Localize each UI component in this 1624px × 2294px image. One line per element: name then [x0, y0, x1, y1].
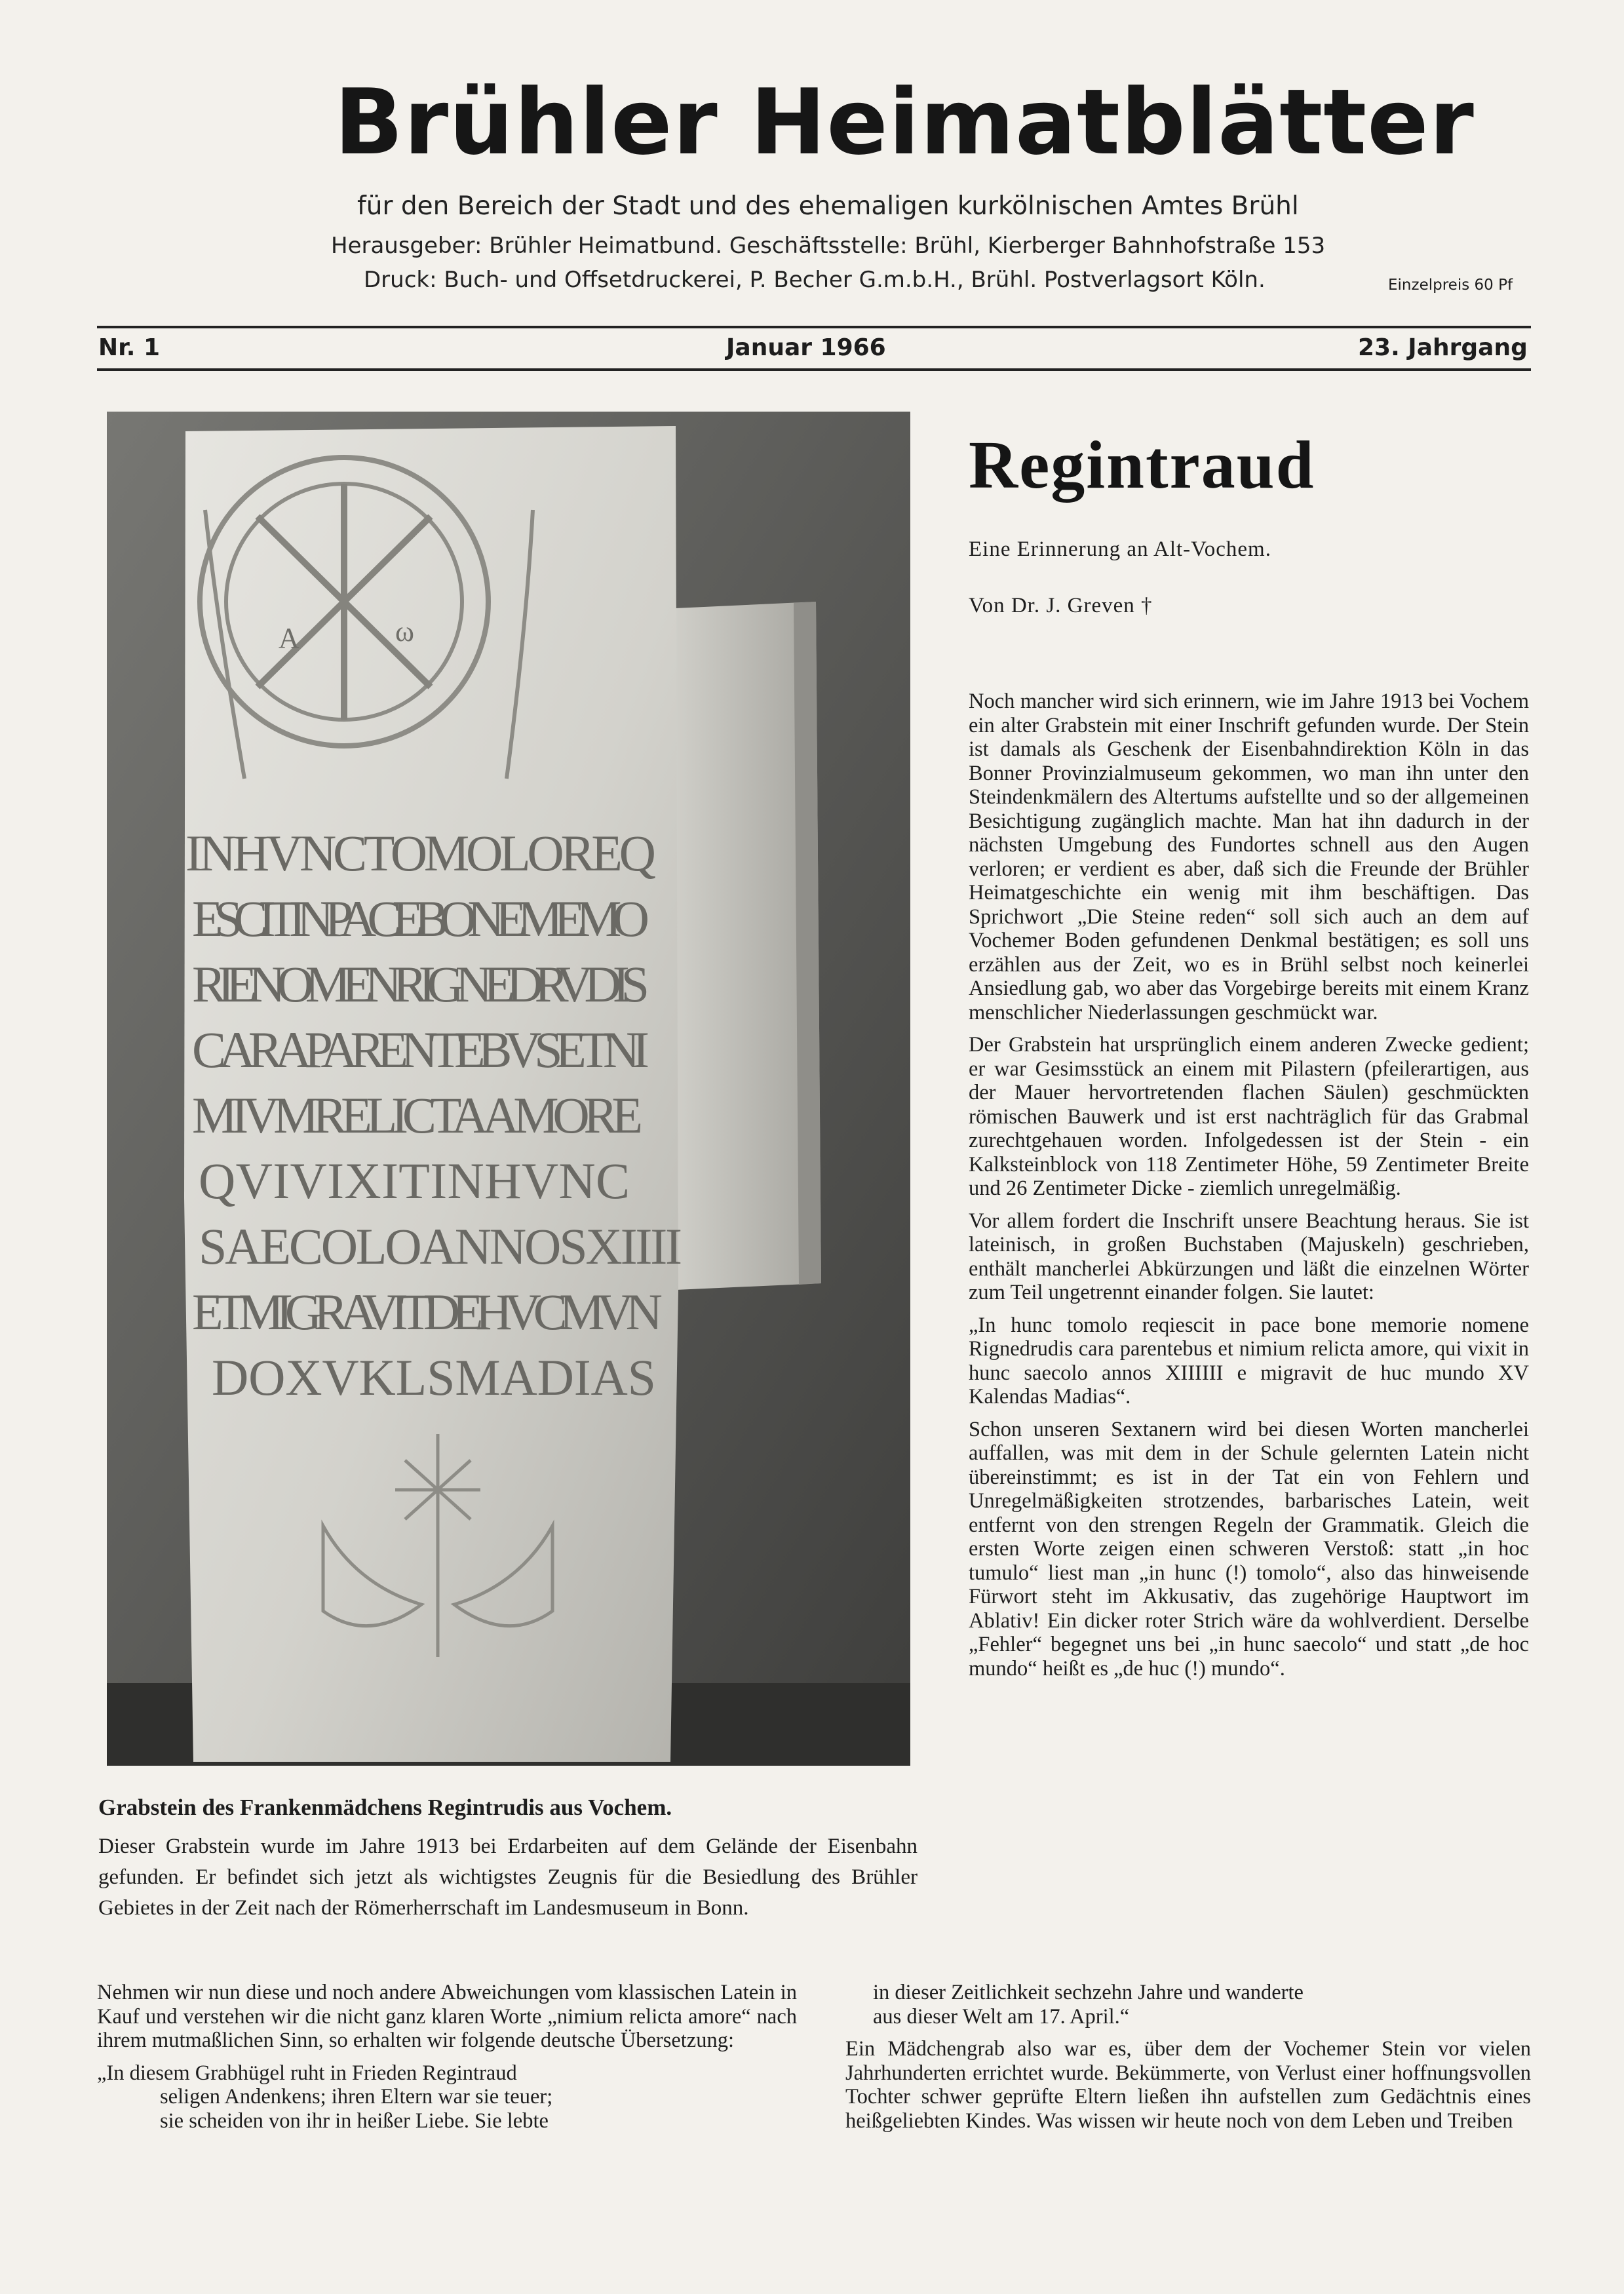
photo-caption-title: Grabstein des Frankenmädchens Regintrudis aus Vochem. — [98, 1795, 672, 1820]
inscription-line: CARAPARENTEBVSETNI — [192, 1021, 651, 1078]
translation-line: sie scheiden von ihr in heißer Liebe. Sie lebte — [160, 2109, 549, 2133]
inscription-line: DOXVKLSMADIAS — [212, 1349, 657, 1406]
translation-line: aus dieser Welt am 17. April.“ — [873, 2004, 1130, 2029]
article-paragraph: Schon unseren Sextanern wird bei diesen Worten mancherlei auffallen, was mit dem in der Schule gelernten Latein nicht übereinstimmt; es ist in der Tat ein von Fehlern und Unregelmäßigkeiten strotzendes, barbarisches Latein, weit entfernt von den strengen Regeln der Grammatik. Gleich die ersten Worte zeigen einen schweren Verstoß: statt „in hoc tumulo“ liest man „in hunc (!) tomolo“, also das hinweisende Fürwort steht im Akkusativ, das zugehörige Hauptwort im Ablativ! Ein dicker roter Strich wäre da wohlverdient. Derselbe „Fehler“ begegnet uns bei „in hunc saecolo“ und statt „de hoc mundo“ heißt es „de huc (!) mundo“. — [969, 1417, 1529, 1681]
price-note: Einzelpreis 60 Pf — [1388, 277, 1513, 294]
gravestone-illustration — [107, 412, 910, 1766]
inscription-line: ETMIGRAVITDEHVCMVN — [192, 1283, 664, 1340]
article-paragraph: Der Grabstein hat ursprünglich einem anderen Zwecke gedient; er war Gesimsstück an einem mit Pilastern (pfeilerartigen, aus der Mauer hervortretenden flachen Säulen) geschmückten römischen Bauwerk und ist erst nachträglich für das Grabmal zurechtgehauen worden. Infolgedessen ist der Stein - ein Kalksteinblock von 118 Zentimeter Höhe, 59 Zentimeter Breite und 26 Zentimeter Dicke - ziemlich unregelmäßig. — [969, 1033, 1529, 1200]
article-column-right — [969, 690, 1529, 1689]
translation-quote-continued — [845, 1981, 1531, 2029]
article-author: Von Dr. J. Greven † — [969, 594, 1153, 617]
translation-line: in dieser Zeitlichkeit sechzehn Jahre und wanderte — [873, 1981, 1304, 2004]
article-paragraph: Vor allem fordert die Inschrift unsere Beachtung heraus. Sie ist lateinisch, in großen Buchstaben (Majuskeln) geschrieben, enthält mancherlei Abkürzungen und läßt die einzelnen Wörter zum Teil ungetrennt einander folgen. Sie lautet: — [969, 1209, 1529, 1304]
translation-line: seligen Andenkens; ihren Eltern war sie teuer; — [160, 2085, 553, 2109]
masthead-publisher: Herausgeber: Brühler Heimatbund. Geschäftsstelle: Brühl, Kierberger Bahnhofstraße 153 — [331, 233, 1326, 259]
inscription-line: INHVNCTOMOLOREQ — [185, 825, 657, 882]
alpha-letter: A — [279, 622, 300, 654]
article-column-bottom-left — [97, 1981, 797, 2141]
masthead-title: Brühler Heimatblätter — [334, 69, 1475, 175]
inscription-line: RIENOMENRIGNEDRVDIS — [192, 956, 651, 1013]
inscription-line: SAECOLOANNOSXIIII — [199, 1218, 684, 1275]
article-paragraph: Ein Mädchengrab also war es, über dem der Vochemer Stein vor vielen Jahrhunderten errichtet wurde. Bekümmerte, von Verlust einer hoffnungsvollen Tochter schwer geprüfte Eltern ließen ihn aufstellen zum Gedächtnis eines heißgeliebten Kindes. Was wissen wir heute noch von dem Leben und Treiben — [845, 2037, 1531, 2133]
article-column-bottom-right — [845, 1981, 1531, 2141]
inscription-line: QVIVIXITINHVNC — [199, 1152, 631, 1209]
masthead-printer: Druck: Buch- und Offsetdruckerei, P. Becher G.m.b.H., Brühl. Postverlagsort Köln. — [364, 267, 1266, 293]
omega-letter: ω — [395, 615, 414, 648]
masthead-subtitle: für den Bereich der Stadt und des ehemaligen kurkölnischen Amtes Brühl — [357, 191, 1299, 221]
issue-number: Nr. 1 — [98, 334, 161, 361]
article-title: Regintraud — [969, 427, 1315, 503]
translation-quote — [97, 2061, 797, 2133]
photo-caption-body: Dieser Grabstein wurde im Jahre 1913 bei Erdarbeiten auf dem Gelände der Eisenbahn gefunden. Er befindet sich jetzt als wichtigstes Zeugnis für die Besiedlung des Brühler Gebietes in der Zeit nach der Römerherrschaft im Landesmuseum in Bonn. — [98, 1835, 918, 1920]
issue-date: Januar 1966 — [726, 334, 886, 361]
header-rule-top — [97, 326, 1531, 328]
article-paragraph: Noch mancher wird sich erinnern, wie im Jahre 1913 bei Vochem ein alter Grabstein mit einer Inschrift gefunden wurde. Der Stein ist damals als Geschenk der Eisenbahndirektion Köln in das Bonner Provinzialmuseum gekommen, wo man ihn unter den Steindenkmälern des Altertums aufstellte und so der allgemeinen Besichtigung zugänglich machte. Man hat ihn dadurch in der nächsten Umgebung des Fundortes schnell aus den Augen verloren; er verdient es aber, daß sich die Freunde der Brühler Heimatgeschichte ein wenig mit ihm beschäftigen. Das Sprichwort „Die Steine reden“ soll sich auch an dem auf Vochemer Boden gefundenen Denkmal bestätigen; es soll uns erzählen aus der Zeit, wo es in Brühl selbst noch keinerlei Ansiedlung gab, wo aber das Vorgebirge bereits mit einem Kranz menschlicher Niederlassungen geschmückt war. — [969, 690, 1529, 1024]
inscription-line: MIVMRELICTAAMORE — [192, 1087, 644, 1144]
article-subtitle: Eine Erinnerung an Alt-Vochem. — [969, 537, 1271, 561]
translation-line: „In diesem Grabhügel ruht in Frieden Regintraud — [97, 2061, 517, 2085]
article-paragraph: „In hunc tomolo reqiescit in pace bone memorie nomene Rignedrudis cara parentebus et nimium relicta amore, qui vixit in hunc saecolo annos XIIIIII e migravit de huc mundo XV Kalendas Madias“. — [969, 1313, 1529, 1409]
issue-volume: 23. Jahrgang — [1358, 334, 1528, 361]
gravestone-photo — [107, 412, 910, 1766]
inscription-line: ESCITINPACEBONEMEMO — [192, 890, 651, 947]
header-rule-bottom — [97, 368, 1531, 371]
article-paragraph: Nehmen wir nun diese und noch andere Abweichungen vom klassischen Latein in Kauf und verstehen wir die nicht ganz klaren Worte „nimium relicta amore“ nach ihrem mutmaßlichen Sinn, so erhalten wir folgende deutsche Übersetzung: — [97, 1981, 797, 2052]
